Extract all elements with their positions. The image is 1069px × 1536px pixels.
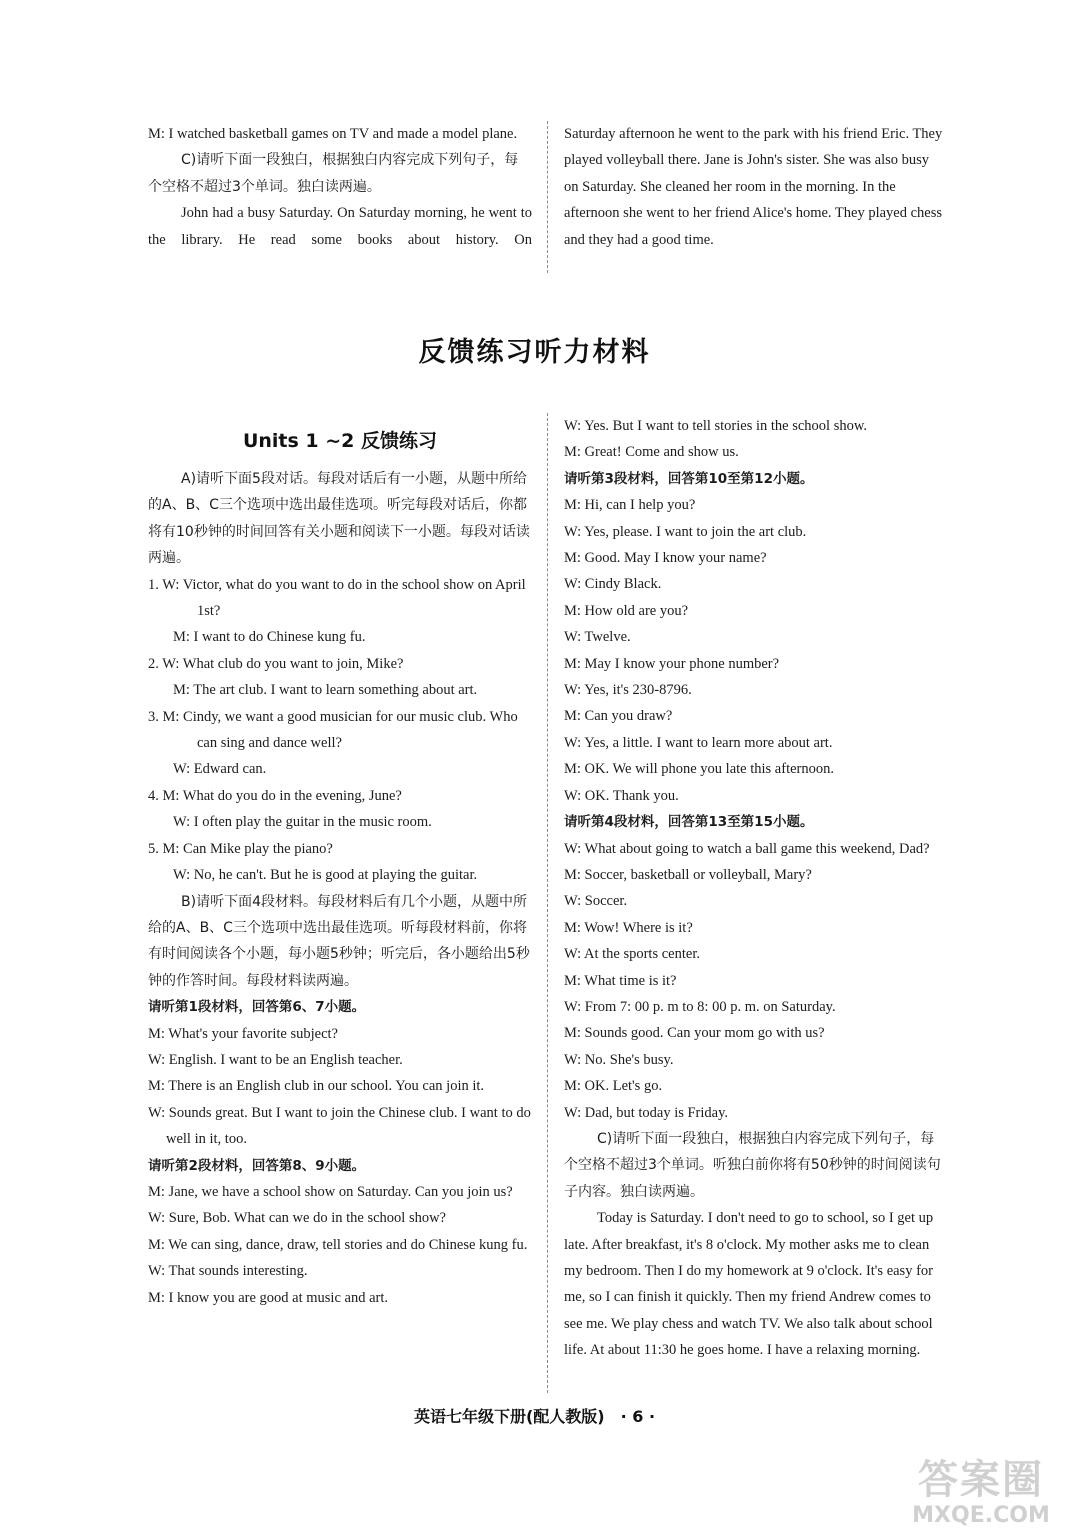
text-line: W: No, he can't. But he is good at playing the guitar. [173, 867, 478, 884]
text-line: Today is Saturday. I don't need to go to school, so I get up late. After breakfast, it's 8 o'clock. My mother asks me to clean my bedroom. Then I do my homework at 9 o'clock. It's easy for me, so I can finish it quickly. Then my friend Andrew comes to see me. We play chess and watch TV. We also talk about school life. At about 11:30 he goes home. I have a relaxing morning. [564, 1210, 934, 1359]
text-line: W: Yes, it's 230-8796. [564, 682, 692, 699]
text-line: C)请听下面一段独白，根据独白内容完成下列句子，每个空格不超过3个单词。独白读两遍。 [148, 152, 519, 195]
text-line: M: Jane, we have a school show on Saturday. Can you join us? [148, 1183, 513, 1200]
text-line: W: At the sports center. [564, 946, 700, 963]
text-line: W: No. She's busy. [564, 1051, 674, 1068]
column-divider-bottom [547, 413, 548, 1393]
text-line: M: OK. We will phone you late this afternoon. [564, 761, 834, 778]
text-line: M: How old are you? [564, 602, 689, 619]
text-line: 1. W: Victor, what do you want to do in the school show on April 1st? [148, 576, 526, 620]
text-line: M: There is an English club in our school. You can join it. [148, 1078, 485, 1095]
text-line: W: Yes, please. I want to join the art club. [564, 523, 807, 540]
right-column [564, 413, 948, 1364]
text-line: John had a busy Saturday. On Saturday morning, he went to the library. He read some books about history. On [148, 205, 532, 248]
text-line: 请听第2段材料，回答第8、9小题。 [148, 1157, 366, 1174]
text-line: M: What's your favorite subject? [148, 1025, 338, 1042]
top-right-column [564, 121, 946, 253]
text-line: W: Yes, a little. I want to learn more about art. [564, 734, 833, 751]
left-column [148, 466, 532, 1311]
text-line: M: Great! Come and show us. [564, 444, 739, 461]
text-line: W: Cindy Black. [564, 576, 662, 593]
text-line: M: We can sing, dance, draw, tell stories and do Chinese kung fu. [148, 1236, 528, 1253]
text-line: W: Soccer. [564, 893, 628, 910]
text-line: 请听第1段材料，回答第6、7小题。 [148, 999, 366, 1016]
text-line: W: Yes. But I want to tell stories in the school show. [564, 418, 868, 434]
text-line: M: I want to do Chinese kung fu. [173, 629, 366, 646]
text-line: W: English. I want to be an English teacher. [148, 1051, 403, 1068]
text-line: W: Twelve. [564, 629, 631, 646]
watermark-url: MXQE.COM [912, 1503, 1050, 1528]
text-line: 5. M: Can Mike play the piano? [148, 840, 333, 857]
text-line: W: Sounds great. But I want to join the Chinese club. I want to do well in it, too. [148, 1104, 531, 1148]
page-footer: 英语七年级下册(配人教版) · 6 · [413, 1407, 656, 1426]
unit-section-title: Units 1 ~2 反馈练习 [242, 430, 438, 452]
text-line: W: From 7: 00 p. m to 8: 00 p. m. on Saturday. [564, 998, 836, 1015]
text-line: M: I know you are good at music and art. [148, 1289, 389, 1306]
text-line: W: OK. Thank you. [564, 787, 679, 804]
text-line: W: What about going to watch a ball game this weekend, Dad? [564, 840, 930, 857]
text-line: W: Dad, but today is Friday. [564, 1104, 729, 1121]
text-line: W: Edward can. [173, 761, 267, 778]
watermark-logo [911, 1456, 1051, 1528]
text-line: M: Can you draw? [564, 708, 673, 725]
text-line: M: Good. May I know your name? [564, 550, 767, 567]
text-line: W: That sounds interesting. [148, 1263, 308, 1280]
column-divider-top [547, 121, 548, 273]
text-line: M: Sounds good. Can your mom go with us? [564, 1025, 825, 1042]
text-line: M: Soccer, basketball or volleyball, Mary? [564, 866, 812, 883]
text-line: M: The art club. I want to learn something about art. [173, 682, 478, 699]
text-line: M: Hi, can I help you? [564, 497, 696, 514]
text-line: B)请听下面4段材料。每段材料后有几个小题，从题中所给的A、B、C三个选项中选出最佳选项。听每段材料前，你将有时间阅读各个小题，每小题5秒钟；听完后，各小题给出5秒钟的作答时间。每段材料读两遍。 [148, 893, 530, 989]
text-line: 请听第3段材料，回答第10至第12小题。 [564, 470, 814, 487]
text-line: M: I watched basketball games on TV and made a model plane. [148, 126, 518, 142]
page-title: 反馈练习听力材料 [418, 337, 651, 368]
text-line: 3. M: Cindy, we want a good musician for our music club. Who can sing and dance well? [148, 708, 518, 752]
text-line: M: Wow! Where is it? [564, 919, 693, 936]
text-line: W: I often play the guitar in the music room. [173, 814, 432, 831]
text-line: W: Sure, Bob. What can we do in the school show? [148, 1210, 446, 1227]
text-line: Saturday afternoon he went to the park with his friend Eric. They played volleyball there. Jane is John's sister. She was also busy on Saturday. She cleaned her room in the morning. In the afternoon she went to her friend Alice's home. They played chess and they had a good time. [564, 126, 943, 248]
text-line: A)请听下面5段对话。每段对话后有一小题，从题中所给的A、B、C三个选项中选出最佳选项。听完每段对话后，你都将有10秒钟的时间回答有关小题和阅读下一小题。每段对话读两遍。 [148, 471, 530, 567]
text-line: 2. W: What club do you want to join, Mike? [148, 655, 404, 672]
top-left-column [148, 121, 532, 253]
text-line: 4. M: What do you do in the evening, June? [148, 787, 402, 804]
text-line: M: What time is it? [564, 972, 677, 989]
watermark-text: 答案圈 [918, 1457, 1044, 1503]
text-line: M: May I know your phone number? [564, 655, 780, 672]
text-line: M: OK. Let's go. [564, 1078, 663, 1095]
text-line: C)请听下面一段独白，根据独白内容完成下列句子，每个空格不超过3个单词。听独白前你将有50秒钟的时间阅读句子内容。独白读两遍。 [564, 1130, 941, 1200]
text-line: 请听第4段材料，回答第13至第15小题。 [564, 814, 814, 831]
